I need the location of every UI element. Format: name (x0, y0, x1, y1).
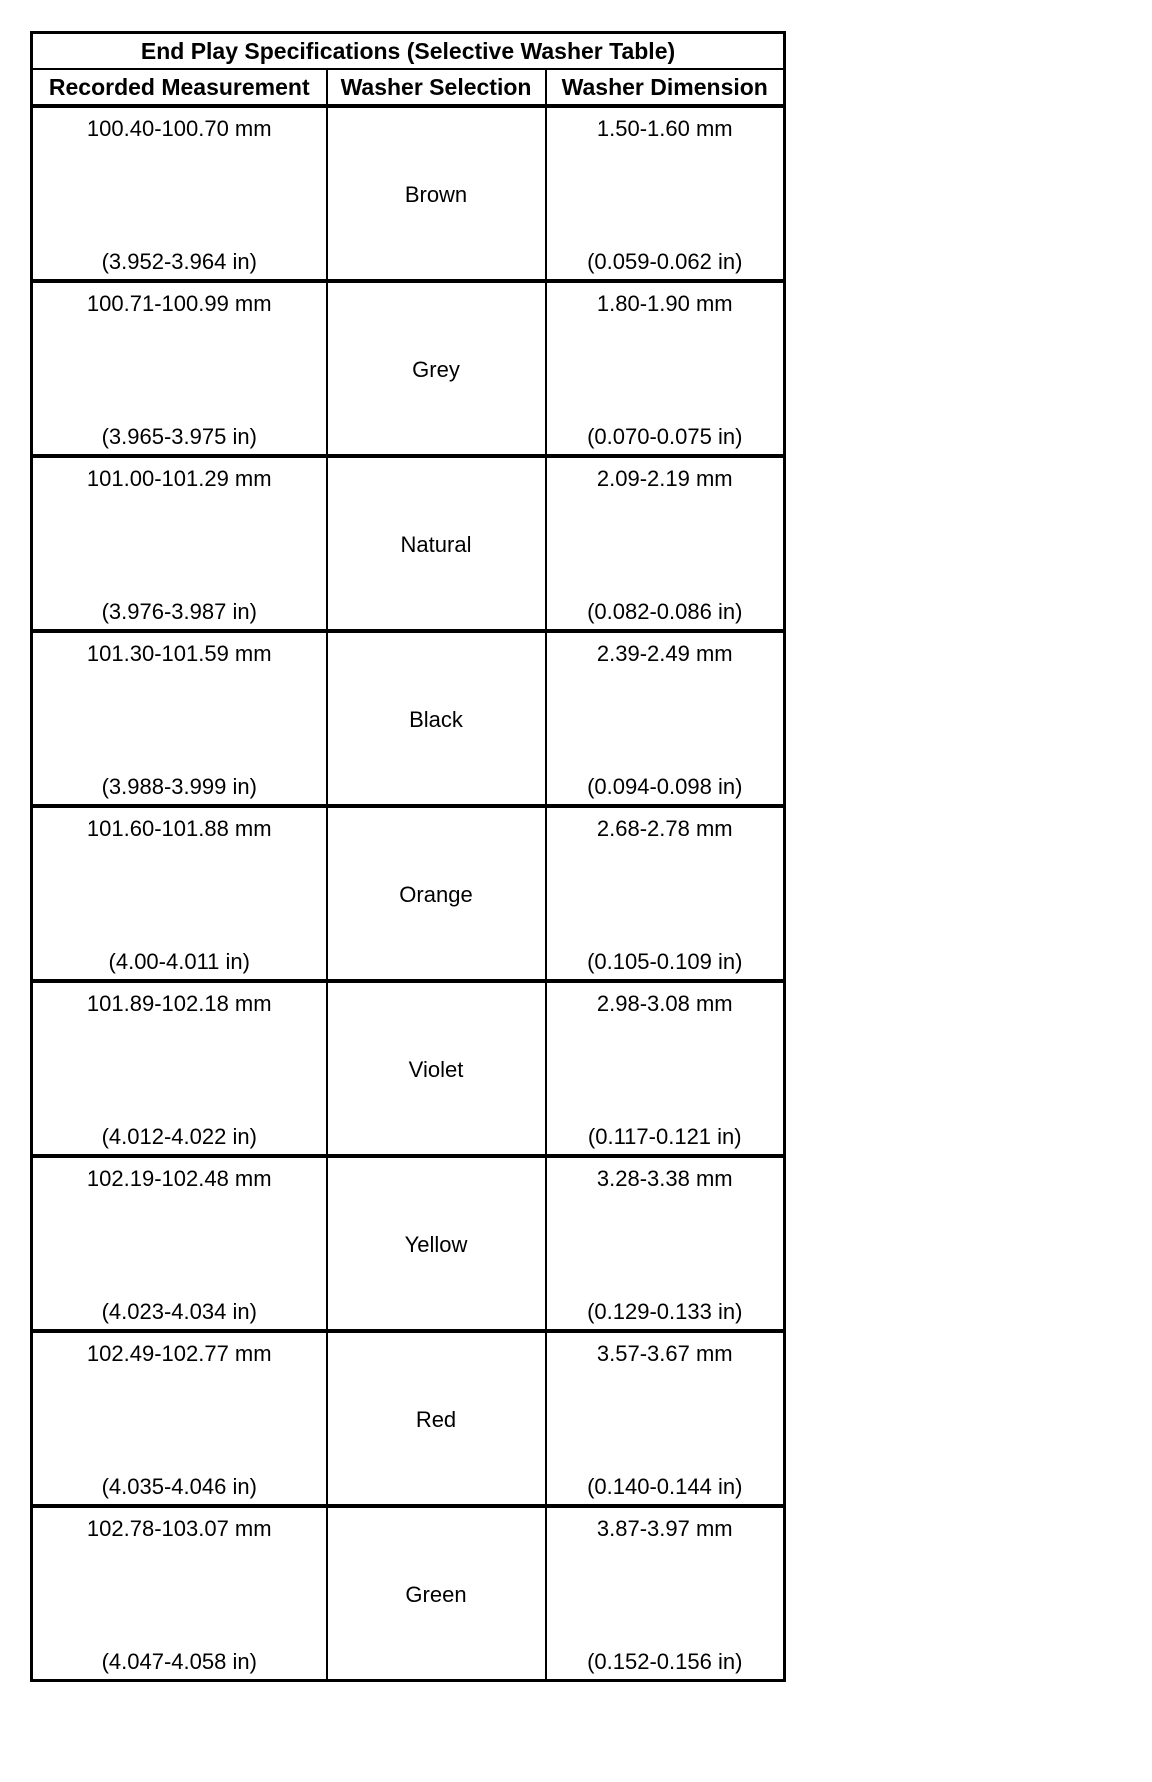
table-row (32, 806, 785, 981)
selective-washer-table (30, 31, 786, 1682)
table-row (32, 631, 785, 806)
washer-color: Grey (412, 357, 460, 382)
washer-cell (327, 981, 546, 1156)
dimension-in: (0.140-0.144 in) (587, 1474, 743, 1499)
washer-color: Natural (400, 532, 472, 557)
dimension-mm: 1.50-1.60 mm (596, 116, 733, 141)
measurement-cell (32, 806, 327, 981)
dimension-mm: 3.28-3.38 mm (596, 1166, 733, 1191)
dimension-in: (0.152-0.156 in) (587, 1649, 743, 1674)
dimension-mm: 2.39-2.49 mm (596, 641, 733, 666)
measurement-mm: 102.19-102.48 mm (86, 1166, 272, 1191)
table-title-row (32, 33, 785, 70)
table-row (32, 456, 785, 631)
washer-cell (327, 631, 546, 806)
dimension-cell (546, 806, 785, 981)
dimension-cell (546, 1156, 785, 1331)
washer-cell (327, 456, 546, 631)
dimension-in: (0.105-0.109 in) (587, 949, 743, 974)
washer-cell (327, 1156, 546, 1331)
header-recorded-measurement: Recorded Measurement (32, 69, 327, 106)
washer-cell (327, 106, 546, 281)
table-row (32, 1156, 785, 1331)
measurement-in: (3.988-3.999 in) (101, 774, 257, 799)
dimension-mm: 2.98-3.08 mm (596, 991, 733, 1016)
washer-cell (327, 806, 546, 981)
table-title: End Play Specifications (Selective Washer Table) (32, 33, 785, 70)
measurement-cell (32, 1506, 327, 1681)
table-body (32, 106, 785, 1681)
dimension-cell (546, 981, 785, 1156)
measurement-cell (32, 456, 327, 631)
measurement-cell (32, 631, 327, 806)
table-row (32, 106, 785, 281)
dimension-cell (546, 1506, 785, 1681)
measurement-mm: 102.49-102.77 mm (86, 1341, 272, 1366)
washer-color: Yellow (404, 1232, 468, 1257)
measurement-in: (3.976-3.987 in) (101, 599, 257, 624)
measurement-mm: 102.78-103.07 mm (86, 1516, 272, 1541)
measurement-mm: 100.71-100.99 mm (86, 291, 272, 316)
dimension-mm: 2.09-2.19 mm (596, 466, 733, 491)
washer-color: Red (415, 1407, 457, 1432)
dimension-mm: 2.68-2.78 mm (596, 816, 733, 841)
header-washer-selection: Washer Selection (327, 69, 546, 106)
table-row (32, 1506, 785, 1681)
dimension-in: (0.082-0.086 in) (587, 599, 743, 624)
dimension-in: (0.070-0.075 in) (587, 424, 743, 449)
measurement-mm: 100.40-100.70 mm (86, 116, 272, 141)
measurement-in: (4.035-4.046 in) (101, 1474, 257, 1499)
dimension-cell (546, 106, 785, 281)
washer-cell (327, 1506, 546, 1681)
dimension-cell (546, 1331, 785, 1506)
dimension-in: (0.059-0.062 in) (587, 249, 743, 274)
measurement-mm: 101.60-101.88 mm (86, 816, 272, 841)
measurement-in: (3.965-3.975 in) (101, 424, 257, 449)
measurement-cell (32, 981, 327, 1156)
measurement-cell (32, 106, 327, 281)
dimension-in: (0.129-0.133 in) (587, 1299, 743, 1324)
measurement-mm: 101.30-101.59 mm (86, 641, 272, 666)
table-header-row (32, 69, 785, 106)
measurement-in: (4.012-4.022 in) (101, 1124, 257, 1149)
measurement-cell (32, 1156, 327, 1331)
measurement-cell (32, 281, 327, 456)
washer-cell (327, 1331, 546, 1506)
dimension-cell (546, 281, 785, 456)
header-washer-dimension: Washer Dimension (546, 69, 785, 106)
measurement-in: (4.023-4.034 in) (101, 1299, 257, 1324)
washer-color: Orange (399, 882, 473, 907)
washer-color: Brown (404, 182, 468, 207)
washer-color: Green (405, 1582, 467, 1607)
washer-cell (327, 281, 546, 456)
measurement-in: (4.047-4.058 in) (101, 1649, 257, 1674)
dimension-mm: 3.57-3.67 mm (596, 1341, 733, 1366)
measurement-in: (3.952-3.964 in) (101, 249, 257, 274)
table-row (32, 981, 785, 1156)
measurement-mm: 101.89-102.18 mm (86, 991, 272, 1016)
measurement-cell (32, 1331, 327, 1506)
dimension-in: (0.117-0.121 in) (587, 1124, 742, 1149)
dimension-mm: 3.87-3.97 mm (596, 1516, 733, 1541)
measurement-in: (4.00-4.011 in) (108, 949, 250, 974)
table-row (32, 1331, 785, 1506)
dimension-in: (0.094-0.098 in) (587, 774, 743, 799)
measurement-mm: 101.00-101.29 mm (86, 466, 272, 491)
table-row (32, 281, 785, 456)
dimension-cell (546, 631, 785, 806)
washer-color: Violet (408, 1057, 464, 1082)
dimension-mm: 1.80-1.90 mm (596, 291, 733, 316)
dimension-cell (546, 456, 785, 631)
washer-color: Black (409, 707, 463, 732)
